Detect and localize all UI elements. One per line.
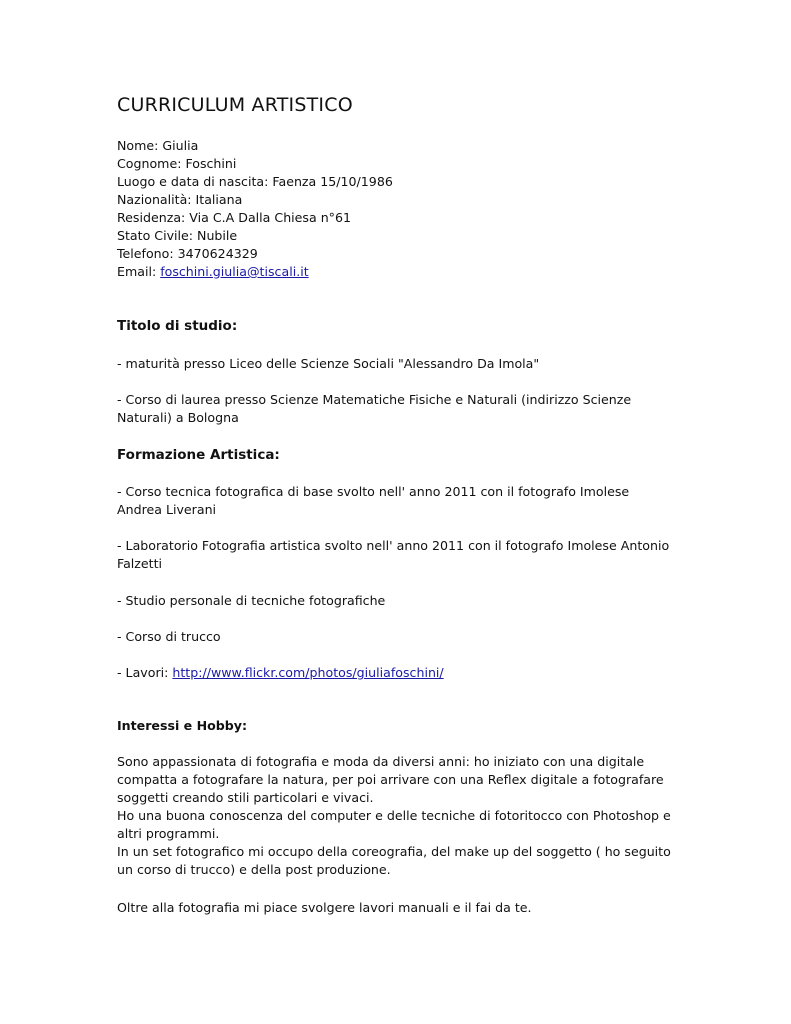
- personal-nazionalita: Nazionalità: Italiana: [117, 192, 243, 207]
- document-title: CURRICULUM ARTISTICO: [117, 94, 353, 116]
- personal-email-row: [117, 263, 309, 281]
- personal-stato-civile: Stato Civile: Nubile: [117, 228, 238, 243]
- studio-heading: Titolo di studio:: [117, 318, 238, 334]
- personal-residenza: Residenza: Via C.A Dalla Chiesa n°61: [117, 210, 352, 225]
- interessi-heading: Interessi e Hobby:: [117, 718, 248, 733]
- interessi-paragraph-2: Oltre alla fotografia mi piace svolgere lavori manuali e il fai da te.: [117, 900, 532, 915]
- studio-item-1: - maturità presso Liceo delle Scienze Sociali "Alessandro Da Imola": [117, 356, 540, 371]
- studio-item-2: - Corso di laurea presso Scienze Matematiche Fisiche e Naturali (indirizzo Scienze Naturali) a Bologna: [117, 392, 632, 425]
- formazione-lavori-row: [117, 664, 444, 682]
- interessi-line-2: Ho una buona conoscenza del computer e delle tecniche di fotoritocco con Photoshop e altri programmi.: [117, 808, 671, 841]
- formazione-heading: Formazione Artistica:: [117, 447, 280, 463]
- personal-cognome: Cognome: Foschini: [117, 156, 237, 171]
- interessi-line-3: In un set fotografico mi occupo della coreografia, del make up del soggetto ( ho seguito un corso di trucco) e della post produzione.: [117, 844, 671, 877]
- email-label: Email:: [117, 264, 161, 279]
- email-link[interactable]: foschini.giulia@tiscali.it: [160, 264, 309, 279]
- personal-telefono: Telefono: 3470624329: [117, 246, 258, 261]
- interessi-paragraph-1: [117, 753, 677, 879]
- lavori-link[interactable]: http://www.flickr.com/photos/giuliafoschini/: [172, 665, 444, 680]
- interessi-line-1: Sono appassionata di fotografia e moda da diversi anni: ho iniziato con una digitale compatta a fotografare la natura, per poi arrivare con una Reflex digitale a fotografare soggetti creando stili particolari e vivaci.: [117, 754, 664, 805]
- personal-nome: Nome: Giulia: [117, 138, 199, 153]
- formazione-item-2: - Laboratorio Fotografia artistica svolto nell' anno 2011 con il fotografo Imolese Antonio Falzetti: [117, 538, 670, 571]
- formazione-item-3: - Studio personale di tecniche fotografiche: [117, 593, 386, 608]
- personal-nascita: Luogo e data di nascita: Faenza 15/10/1986: [117, 174, 393, 189]
- lavori-label: - Lavori:: [117, 665, 173, 680]
- formazione-item-4: - Corso di trucco: [117, 629, 221, 644]
- formazione-item-1: - Corso tecnica fotografica di base svolto nell' anno 2011 con il fotografo Imolese Andrea Liverani: [117, 484, 630, 517]
